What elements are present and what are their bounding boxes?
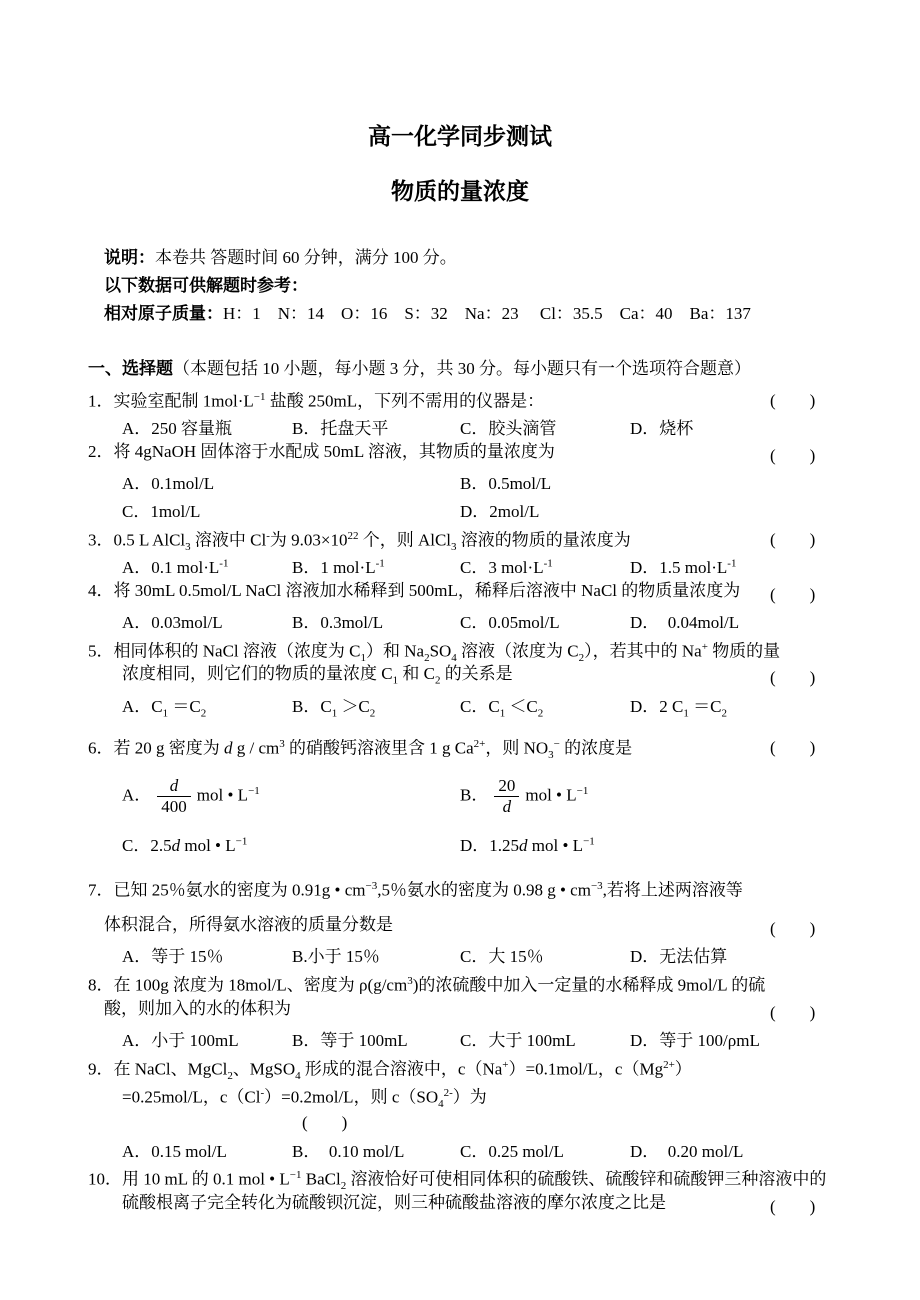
q9-answer-paren[interactable]: ( ) bbox=[302, 1113, 348, 1132]
q5-option-b[interactable]: B．$C_1 >C_2$ bbox=[292, 697, 376, 720]
q8-option-d[interactable]: D．等于 100/ρmL bbox=[630, 1031, 760, 1050]
question-8-line2: 酸，则加入的水的体积为 bbox=[104, 999, 291, 1018]
q2-answer-paren[interactable]: ( ) bbox=[770, 446, 816, 465]
question-6: 6．若 20 g 密度为 d g / $cm^3$ 的硝酸钙溶液里含 1 g $Ca^{2+}$，则 $NO_3^-$ 的浓度是 bbox=[88, 738, 633, 762]
q1-answer-paren[interactable]: ( ) bbox=[770, 391, 816, 410]
q2-option-a[interactable]: A．0.1mol/L bbox=[122, 474, 215, 493]
q1-text-post: 盐酸 250mL，下列不需用的仪器是： bbox=[265, 391, 545, 411]
atomic-mass-line bbox=[104, 303, 751, 325]
section-label: 一、选择题 bbox=[88, 359, 173, 378]
q5-option-a[interactable]: A．$C_1 =C_2$ bbox=[122, 697, 207, 720]
question-4: 4．将 30mL 0.5mol/L NaCl 溶液加水稀释到 500mL，稀释后溶液中 NaCl 的物质量浓度为 bbox=[88, 581, 741, 600]
question-1 bbox=[88, 386, 544, 413]
question-7-line2: 体积混合，所得氨水溶液的质量分数是 bbox=[104, 915, 393, 934]
q10-answer-paren[interactable]: ( ) bbox=[770, 1197, 816, 1216]
q5-option-c[interactable]: C．$C_1 <C_2$ bbox=[460, 697, 544, 720]
q1-text-pre: 1．实验室配制 1mol·L bbox=[88, 391, 254, 411]
question-2: 2．将 4gNaOH 固体溶于水配成 50mL 溶液，其物质的量浓度为 bbox=[88, 442, 555, 461]
q1-sup: −1 bbox=[253, 391, 266, 403]
q6-option-c[interactable]: C．2.5d mol • $L^{-1}$ bbox=[122, 835, 248, 855]
q6-option-a[interactable]: A． $\frac{d}{400}$ mol • $L^{-1}$ bbox=[122, 776, 260, 816]
q3-answer-paren[interactable]: ( ) bbox=[770, 530, 816, 549]
note-line bbox=[104, 247, 457, 269]
q1-option-b[interactable]: B．托盘天平 bbox=[292, 419, 389, 438]
q1-option-d[interactable]: D．烧杯 bbox=[630, 419, 694, 438]
page-subtitle: 物质的量浓度 bbox=[391, 179, 529, 204]
question-8: 8．在 100g 浓度为 18mol/L、密度为 $\rho(g/cm^3)$的浓硫酸中加入一定量的水稀释成 9mol/L 的硫 bbox=[88, 975, 766, 995]
q2-option-d[interactable]: D．2mol/L bbox=[460, 502, 540, 521]
q3-option-d[interactable]: D．1.5 $mol\cdot L^{-1}$ bbox=[630, 557, 737, 577]
note-label: 说明： bbox=[104, 248, 155, 267]
q7-option-a[interactable]: A．等于 15％ bbox=[122, 947, 224, 966]
q6-a-fraction: $\frac{d}{400}$ bbox=[157, 776, 191, 817]
q4-option-d[interactable]: D． 0.04mol/L bbox=[630, 613, 740, 632]
page-title: 高一化学同步测试 bbox=[368, 124, 552, 149]
q7-answer-paren[interactable]: ( ) bbox=[770, 919, 816, 938]
question-5: 5．相同体积的 NaCl 溶液（浓度为 $C_1$）和 $Na_2SO_4$ 溶液（浓度为 $C_2$），若其中的 Na+ 物质的量 bbox=[88, 641, 781, 665]
section-heading bbox=[88, 358, 751, 380]
q1-option-c[interactable]: C．胶头滴管 bbox=[460, 419, 557, 438]
q1-option-a[interactable]: A．250 容量瓶 bbox=[122, 419, 233, 438]
q4-option-c[interactable]: C．0.05mol/L bbox=[460, 613, 560, 632]
q6-option-b[interactable]: B． $\frac{20}{d}$ mol • $L^{-1}$ bbox=[460, 776, 589, 816]
q7-option-b[interactable]: B.小于 15％ bbox=[292, 947, 380, 966]
q4-option-a[interactable]: A．0.03mol/L bbox=[122, 613, 223, 632]
q9-option-a[interactable]: A．0.15 mol/L bbox=[122, 1142, 227, 1161]
q8-option-b[interactable]: B．等于 100mL bbox=[292, 1031, 408, 1050]
q4-answer-paren[interactable]: ( ) bbox=[770, 585, 816, 604]
q7-option-d[interactable]: D．无法估算 bbox=[630, 947, 728, 966]
section-desc: （本题包括 10 小题，每小题 3 分，共 30 分。每小题只有一个选项符合题意） bbox=[173, 359, 751, 378]
q4-option-b[interactable]: B．0.3mol/L bbox=[292, 613, 384, 632]
q6-option-d[interactable]: D．1.25d mol • $L^{-1}$ bbox=[460, 835, 595, 855]
q9-option-c[interactable]: C．0.25 mol/L bbox=[460, 1142, 564, 1161]
question-9-line2: =0.25mol/L，c（Cl-）=0.2mol/L，则 $c(SO_4^{2-})$为 bbox=[122, 1087, 487, 1111]
question-3: 3．0.5 L AlCl$_3$ 溶液中 Cl-为 $9.03\times 10^{22}$ 个，则 AlCl$_3$ 溶液的物质的量浓度为 bbox=[88, 530, 631, 554]
question-9: 9．在 NaCl、MgCl$_2$、MgSO$_4$ 形成的混合溶液中，c（Na+）=0.1mol/L，$c(Mg^{2+})$ bbox=[88, 1059, 692, 1083]
q2-option-b[interactable]: B．0.5mol/L bbox=[460, 474, 552, 493]
q9-option-d[interactable]: D． 0.20 mol/L bbox=[630, 1142, 744, 1161]
q8-answer-paren[interactable]: ( ) bbox=[770, 1003, 816, 1022]
reference-line: 以下数据可供解题时参考： bbox=[104, 276, 308, 295]
q5-option-d[interactable]: D．2 $C_1 =C_2$ bbox=[630, 697, 727, 720]
q8-option-a[interactable]: A．小于 100mL bbox=[122, 1031, 239, 1050]
q5-answer-paren[interactable]: ( ) bbox=[770, 668, 816, 687]
q2-option-c[interactable]: C．1mol/L bbox=[122, 502, 201, 521]
q9-option-b[interactable]: B． 0.10 mol/L bbox=[292, 1142, 405, 1161]
atomic-mass-label: 相对原子质量： bbox=[104, 304, 223, 323]
q8-option-c[interactable]: C．大于 100mL bbox=[460, 1031, 576, 1050]
q3-option-a[interactable]: A．0.1 $mol\cdot L^{-1}$ bbox=[122, 557, 229, 577]
atomic-mass-values: H：1 N：14 O：16 S：32 Na：23 Cl：35.5 Ca：40 Ba：137 bbox=[223, 304, 751, 323]
q7-option-c[interactable]: C．大 15％ bbox=[460, 947, 544, 966]
q3-option-b[interactable]: B．1 $mol\cdot L^{-1}$ bbox=[292, 557, 385, 577]
question-7: 7．已知 25％氨水的密度为 0.91g • $cm^{-3},5$％氨水的密度为 0.98 g • $cm^{-3}$,若将上述两溶液等 bbox=[88, 880, 743, 900]
note-text: 本卷共 答题时间 60 分钟，满分 100 分。 bbox=[155, 248, 457, 267]
q6-b-fraction: $\frac{20}{d}$ bbox=[494, 776, 519, 817]
question-5-line2: 浓度相同，则它们的物质的量浓度 $C_1$ 和 $C_2$ 的关系是 bbox=[122, 664, 513, 687]
question-10: 10．用 10 mL 的 0.1 mol • $L^{-1}$ BaCl$_2$ 溶液恰好可使相同体积的硫酸铁、硫酸锌和硫酸钾三种溶液中的 bbox=[88, 1169, 827, 1193]
q6-answer-paren[interactable]: ( ) bbox=[770, 738, 816, 757]
question-10-line2: 硫酸根离子完全转化为硫酸钡沉淀，则三种硫酸盐溶液的摩尔浓度之比是 bbox=[122, 1193, 666, 1212]
q3-option-c[interactable]: C．3 $mol\cdot L^{-1}$ bbox=[460, 557, 553, 577]
